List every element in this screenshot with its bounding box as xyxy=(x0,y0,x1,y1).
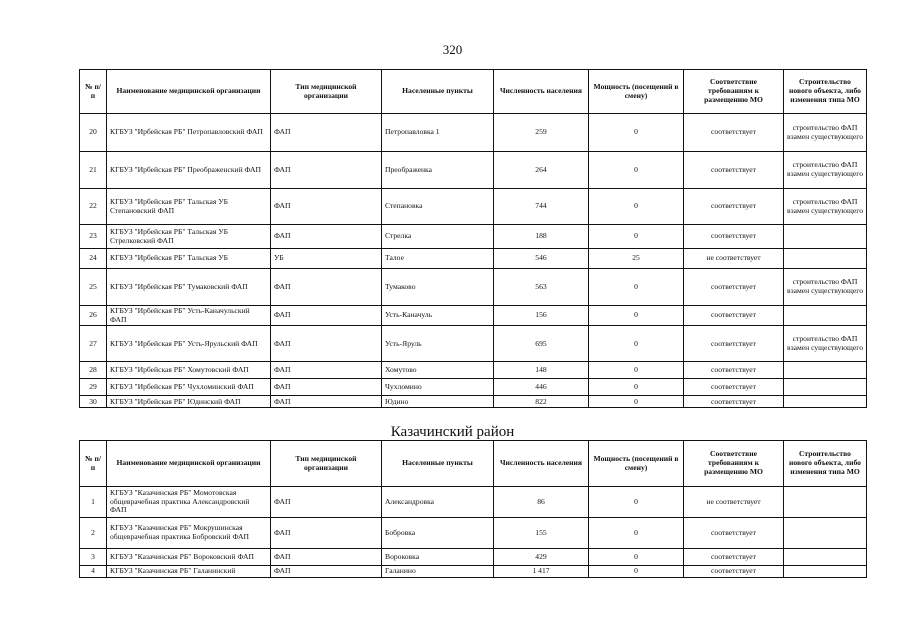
cell-population: 546 xyxy=(494,249,589,269)
table-row xyxy=(80,225,867,249)
cell-locality: Александровка xyxy=(382,487,494,518)
cell-locality: Стрелка xyxy=(382,225,494,249)
cell-type: ФАП xyxy=(271,549,382,566)
table-row xyxy=(80,306,867,326)
table-row xyxy=(80,396,867,408)
table-row xyxy=(80,518,867,549)
table-row xyxy=(80,566,867,578)
cell-compliance: соответствует xyxy=(684,225,784,249)
cell-locality: Талое xyxy=(382,249,494,269)
cell-construction xyxy=(784,549,867,566)
cell-type: ФАП xyxy=(271,566,382,578)
header-num: № п/п xyxy=(80,70,107,114)
cell-num: 28 xyxy=(80,362,107,379)
table-row xyxy=(80,189,867,225)
cell-construction: строительство ФАП взамен существующего xyxy=(784,269,867,306)
page-number: 320 xyxy=(442,42,463,57)
cell-population: 86 xyxy=(494,487,589,518)
cell-compliance: соответствует xyxy=(684,549,784,566)
table-row xyxy=(80,487,867,518)
cell-org: КГБУЗ "Казачинская РБ" Вороковский ФАП xyxy=(107,549,271,566)
cell-org: КГБУЗ "Казачинская РБ" Мокрушинская общеврачебная практика Бобровский ФАП xyxy=(107,518,271,549)
cell-population: 148 xyxy=(494,362,589,379)
cell-capacity: 0 xyxy=(589,152,684,189)
table-row xyxy=(80,362,867,379)
cell-compliance: соответствует xyxy=(684,362,784,379)
cell-org: КГБУЗ "Ирбейская РБ" Чухломинский ФАП xyxy=(107,379,271,396)
cell-population: 264 xyxy=(494,152,589,189)
cell-compliance: соответствует xyxy=(684,379,784,396)
table-row xyxy=(80,326,867,362)
cell-population: 429 xyxy=(494,549,589,566)
cell-type: ФАП xyxy=(271,362,382,379)
cell-org: КГБУЗ "Ирбейская РБ" Усть-Каначульский ФАП xyxy=(107,306,271,326)
cell-construction xyxy=(784,225,867,249)
header-construction: Строительство нового объекта, либо изменения типа МО xyxy=(784,70,867,114)
cell-compliance: соответствует xyxy=(684,566,784,578)
cell-org: КГБУЗ "Ирбейская РБ" Усть-Ярульский ФАП xyxy=(107,326,271,362)
header-capacity: Мощность (посещений в смену) xyxy=(589,441,684,487)
cell-construction xyxy=(784,487,867,518)
cell-population: 744 xyxy=(494,189,589,225)
cell-type: ФАП xyxy=(271,518,382,549)
cell-num: 20 xyxy=(80,114,107,152)
cell-construction: строительство ФАП взамен существующего xyxy=(784,326,867,362)
cell-construction xyxy=(784,396,867,408)
cell-population: 1 417 xyxy=(494,566,589,578)
table-row xyxy=(80,269,867,306)
cell-locality: Степановка xyxy=(382,189,494,225)
cell-compliance: соответствует xyxy=(684,269,784,306)
cell-num: 30 xyxy=(80,396,107,408)
cell-org: КГБУЗ "Ирбейская РБ" Тальская УБ Степановский ФАП xyxy=(107,189,271,225)
cell-capacity: 0 xyxy=(589,306,684,326)
cell-compliance: соответствует xyxy=(684,189,784,225)
cell-type: ФАП xyxy=(271,269,382,306)
cell-locality: Тумаково xyxy=(382,269,494,306)
cell-construction: строительство ФАП взамен существующего xyxy=(784,189,867,225)
cell-capacity: 0 xyxy=(589,189,684,225)
table-row xyxy=(80,152,867,189)
header-compliance: Соответствие требованиям к размещению МО xyxy=(684,441,784,487)
table-row xyxy=(80,379,867,396)
cell-capacity: 0 xyxy=(589,114,684,152)
facilities-table-irbey xyxy=(79,69,867,408)
cell-locality: Преображенка xyxy=(382,152,494,189)
cell-compliance: соответствует xyxy=(684,396,784,408)
cell-num: 22 xyxy=(80,189,107,225)
cell-num: 4 xyxy=(80,566,107,578)
district-title: Казачинский район xyxy=(390,424,515,440)
cell-type: ФАП xyxy=(271,396,382,408)
cell-type: ФАП xyxy=(271,189,382,225)
table-row xyxy=(80,549,867,566)
facilities-table-kazachinsk xyxy=(79,440,867,578)
cell-population: 563 xyxy=(494,269,589,306)
header-org: Наименование медицинской организации xyxy=(107,441,271,487)
cell-compliance: соответствует xyxy=(684,518,784,549)
cell-capacity: 0 xyxy=(589,225,684,249)
header-construction: Строительство нового объекта, либо изменения типа МО xyxy=(784,441,867,487)
cell-compliance: не соответствует xyxy=(684,487,784,518)
table-header-row xyxy=(80,441,867,487)
cell-construction: строительство ФАП взамен существующего xyxy=(784,114,867,152)
cell-capacity: 0 xyxy=(589,518,684,549)
header-num: № п/п xyxy=(80,441,107,487)
cell-num: 21 xyxy=(80,152,107,189)
cell-capacity: 0 xyxy=(589,396,684,408)
cell-compliance: соответствует xyxy=(684,326,784,362)
cell-population: 156 xyxy=(494,306,589,326)
header-compliance: Соответствие требованиям к размещению МО xyxy=(684,70,784,114)
cell-population: 155 xyxy=(494,518,589,549)
cell-num: 2 xyxy=(80,518,107,549)
cell-capacity: 0 xyxy=(589,362,684,379)
cell-construction xyxy=(784,518,867,549)
cell-type: ФАП xyxy=(271,225,382,249)
cell-type: ФАП xyxy=(271,306,382,326)
cell-num: 27 xyxy=(80,326,107,362)
cell-num: 1 xyxy=(80,487,107,518)
table-header-row xyxy=(80,70,867,114)
cell-capacity: 25 xyxy=(589,249,684,269)
cell-locality: Галанино xyxy=(382,566,494,578)
header-population: Численность населения xyxy=(494,441,589,487)
cell-population: 188 xyxy=(494,225,589,249)
cell-compliance: соответствует xyxy=(684,306,784,326)
cell-capacity: 0 xyxy=(589,326,684,362)
cell-org: КГБУЗ "Ирбейская РБ" Петропавловский ФАП xyxy=(107,114,271,152)
cell-capacity: 0 xyxy=(589,269,684,306)
cell-org: КГБУЗ "Казачинская РБ" Галанинский xyxy=(107,566,271,578)
cell-locality: Усть-Яруль xyxy=(382,326,494,362)
cell-compliance: не соответствует xyxy=(684,249,784,269)
cell-population: 446 xyxy=(494,379,589,396)
cell-capacity: 0 xyxy=(589,379,684,396)
cell-org: КГБУЗ "Казачинская РБ" Момотовская общеврачебная практика Александровский ФАП xyxy=(107,487,271,518)
cell-org: КГБУЗ "Ирбейская РБ" Юдинский ФАП xyxy=(107,396,271,408)
cell-num: 25 xyxy=(80,269,107,306)
cell-num: 23 xyxy=(80,225,107,249)
cell-type: ФАП xyxy=(271,152,382,189)
cell-num: 29 xyxy=(80,379,107,396)
header-type: Тип медицинской организации xyxy=(271,441,382,487)
cell-construction xyxy=(784,249,867,269)
cell-locality: Чухломино xyxy=(382,379,494,396)
header-org: Наименование медицинской организации xyxy=(107,70,271,114)
cell-capacity: 0 xyxy=(589,487,684,518)
cell-capacity: 0 xyxy=(589,549,684,566)
cell-org: КГБУЗ "Ирбейская РБ" Тальская УБ xyxy=(107,249,271,269)
cell-construction xyxy=(784,362,867,379)
cell-compliance: соответствует xyxy=(684,152,784,189)
header-type: Тип медицинской организации xyxy=(271,70,382,114)
cell-org: КГБУЗ "Ирбейская РБ" Преображенский ФАП xyxy=(107,152,271,189)
cell-locality: Хомутово xyxy=(382,362,494,379)
cell-locality: Усть-Каначуль xyxy=(382,306,494,326)
cell-locality: Вороковка xyxy=(382,549,494,566)
cell-type: ФАП xyxy=(271,487,382,518)
cell-type: ФАП xyxy=(271,114,382,152)
cell-locality: Бобровка xyxy=(382,518,494,549)
table-row xyxy=(80,249,867,269)
cell-capacity: 0 xyxy=(589,566,684,578)
cell-construction xyxy=(784,566,867,578)
cell-num: 3 xyxy=(80,549,107,566)
cell-num: 26 xyxy=(80,306,107,326)
table-row xyxy=(80,114,867,152)
cell-type: ФАП xyxy=(271,326,382,362)
cell-population: 259 xyxy=(494,114,589,152)
header-capacity: Мощность (посещений в смену) xyxy=(589,70,684,114)
cell-population: 695 xyxy=(494,326,589,362)
cell-locality: Юдино xyxy=(382,396,494,408)
cell-org: КГБУЗ "Ирбейская РБ" Тумаковский ФАП xyxy=(107,269,271,306)
cell-type: ФАП xyxy=(271,379,382,396)
cell-num: 24 xyxy=(80,249,107,269)
cell-org: КГБУЗ "Ирбейская РБ" Тальская УБ Стрелковский ФАП xyxy=(107,225,271,249)
cell-construction: строительство ФАП взамен существующего xyxy=(784,152,867,189)
cell-construction xyxy=(784,379,867,396)
cell-locality: Петропавловка 1 xyxy=(382,114,494,152)
header-locality: Населенные пункты xyxy=(382,441,494,487)
header-locality: Населенные пункты xyxy=(382,70,494,114)
cell-population: 822 xyxy=(494,396,589,408)
cell-org: КГБУЗ "Ирбейская РБ" Хомутовский ФАП xyxy=(107,362,271,379)
cell-construction xyxy=(784,306,867,326)
header-population: Численность населения xyxy=(494,70,589,114)
cell-type: УБ xyxy=(271,249,382,269)
cell-compliance: соответствует xyxy=(684,114,784,152)
